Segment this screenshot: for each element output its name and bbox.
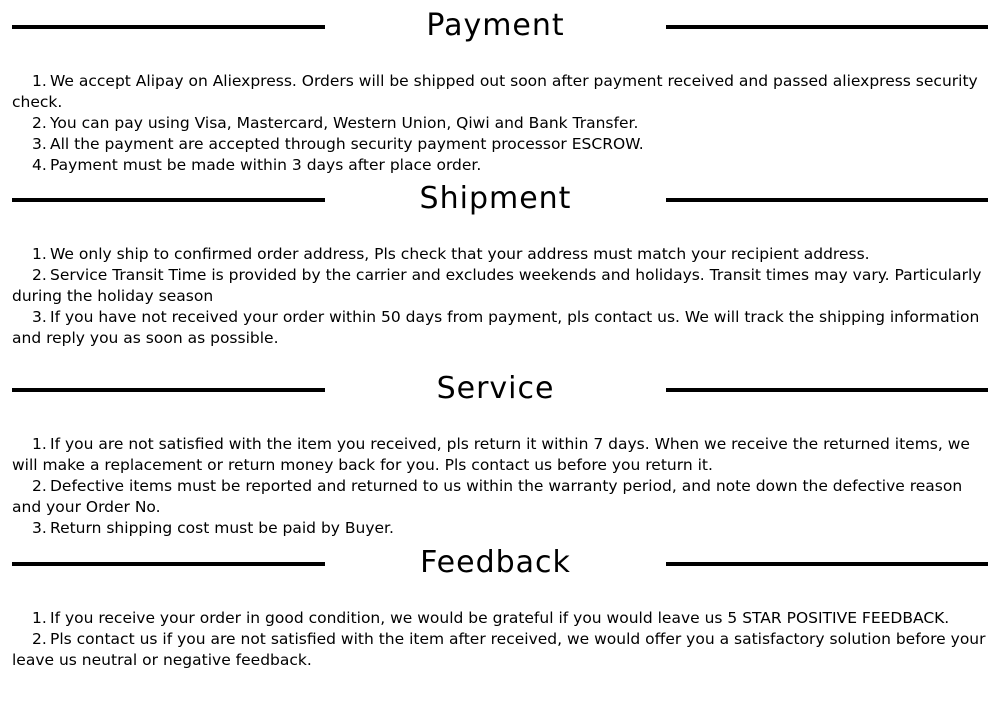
left-divider <box>12 198 325 202</box>
item-text: We accept Alipay on Aliexpress. Orders will be shipped out soon after payment received and passed aliexpress security check. <box>12 72 978 111</box>
shipment-section <box>0 179 1000 349</box>
list-item <box>0 134 1000 155</box>
item-number: 1. <box>32 435 47 453</box>
item-text: If you have not received your order within 50 days from payment, pls contact us. We will track the shipping information and reply you as soon as possible. <box>12 308 980 347</box>
item-text: Defective items must be reported and returned to us within the warranty period, and note down the defective reason and your Order No. <box>12 477 963 516</box>
left-divider <box>12 388 325 392</box>
list-item <box>0 113 1000 134</box>
right-divider <box>666 198 988 202</box>
item-number: 1. <box>32 245 47 263</box>
item-number: 4. <box>32 156 47 174</box>
item-list <box>0 71 1000 176</box>
service-section <box>0 369 1000 539</box>
item-text: You can pay using Visa, Mastercard, Western Union, Qiwi and Bank Transfer. <box>50 114 639 132</box>
item-text: If you receive your order in good condition, we would be grateful if you would leave us 5 STAR POSITIVE FEEDBACK. <box>50 609 950 627</box>
item-number: 1. <box>32 72 47 90</box>
item-number: 3. <box>32 519 47 537</box>
section-header <box>0 369 1000 409</box>
section-header <box>0 6 1000 46</box>
list-item <box>0 608 1000 629</box>
item-text: We only ship to confirmed order address, Pls check that your address must match your recipient address. <box>50 245 870 263</box>
feedback-section <box>0 543 1000 671</box>
section-title: Payment <box>426 8 565 43</box>
list-item <box>0 265 1000 307</box>
item-text: If you are not satisfied with the item you received, pls return it within 7 days. When we receive the returned items, we will make a replacement or return money back for you. Pls contact us before you return it. <box>12 435 970 474</box>
left-divider <box>12 25 325 29</box>
right-divider <box>666 388 988 392</box>
item-list <box>0 608 1000 671</box>
item-number: 2. <box>32 477 47 495</box>
list-item <box>0 629 1000 671</box>
section-header <box>0 179 1000 219</box>
item-text: Service Transit Time is provided by the carrier and excludes weekends and holidays. Transit times may vary. Particularly during the holiday season <box>12 266 982 305</box>
item-text: Pls contact us if you are not satisfied with the item after received, we would offer you a satisfactory solution before your leave us neutral or negative feedback. <box>12 630 986 669</box>
section-title: Service <box>436 371 555 406</box>
right-divider <box>666 25 988 29</box>
section-title: Feedback <box>420 545 571 580</box>
left-divider <box>12 562 325 566</box>
item-list <box>0 434 1000 539</box>
list-item <box>0 476 1000 518</box>
item-text: Payment must be made within 3 days after place order. <box>50 156 482 174</box>
item-number: 3. <box>32 135 47 153</box>
list-item <box>0 71 1000 113</box>
item-text: Return shipping cost must be paid by Buyer. <box>50 519 394 537</box>
section-header <box>0 543 1000 583</box>
list-item <box>0 307 1000 349</box>
payment-section <box>0 6 1000 176</box>
item-number: 2. <box>32 266 47 284</box>
list-item <box>0 518 1000 539</box>
right-divider <box>666 562 988 566</box>
list-item <box>0 434 1000 476</box>
section-title: Shipment <box>419 181 572 216</box>
item-number: 1. <box>32 609 47 627</box>
list-item <box>0 155 1000 176</box>
item-number: 3. <box>32 308 47 326</box>
item-number: 2. <box>32 630 47 648</box>
item-number: 2. <box>32 114 47 132</box>
item-text: All the payment are accepted through security payment processor ESCROW. <box>50 135 644 153</box>
list-item <box>0 244 1000 265</box>
item-list <box>0 244 1000 349</box>
